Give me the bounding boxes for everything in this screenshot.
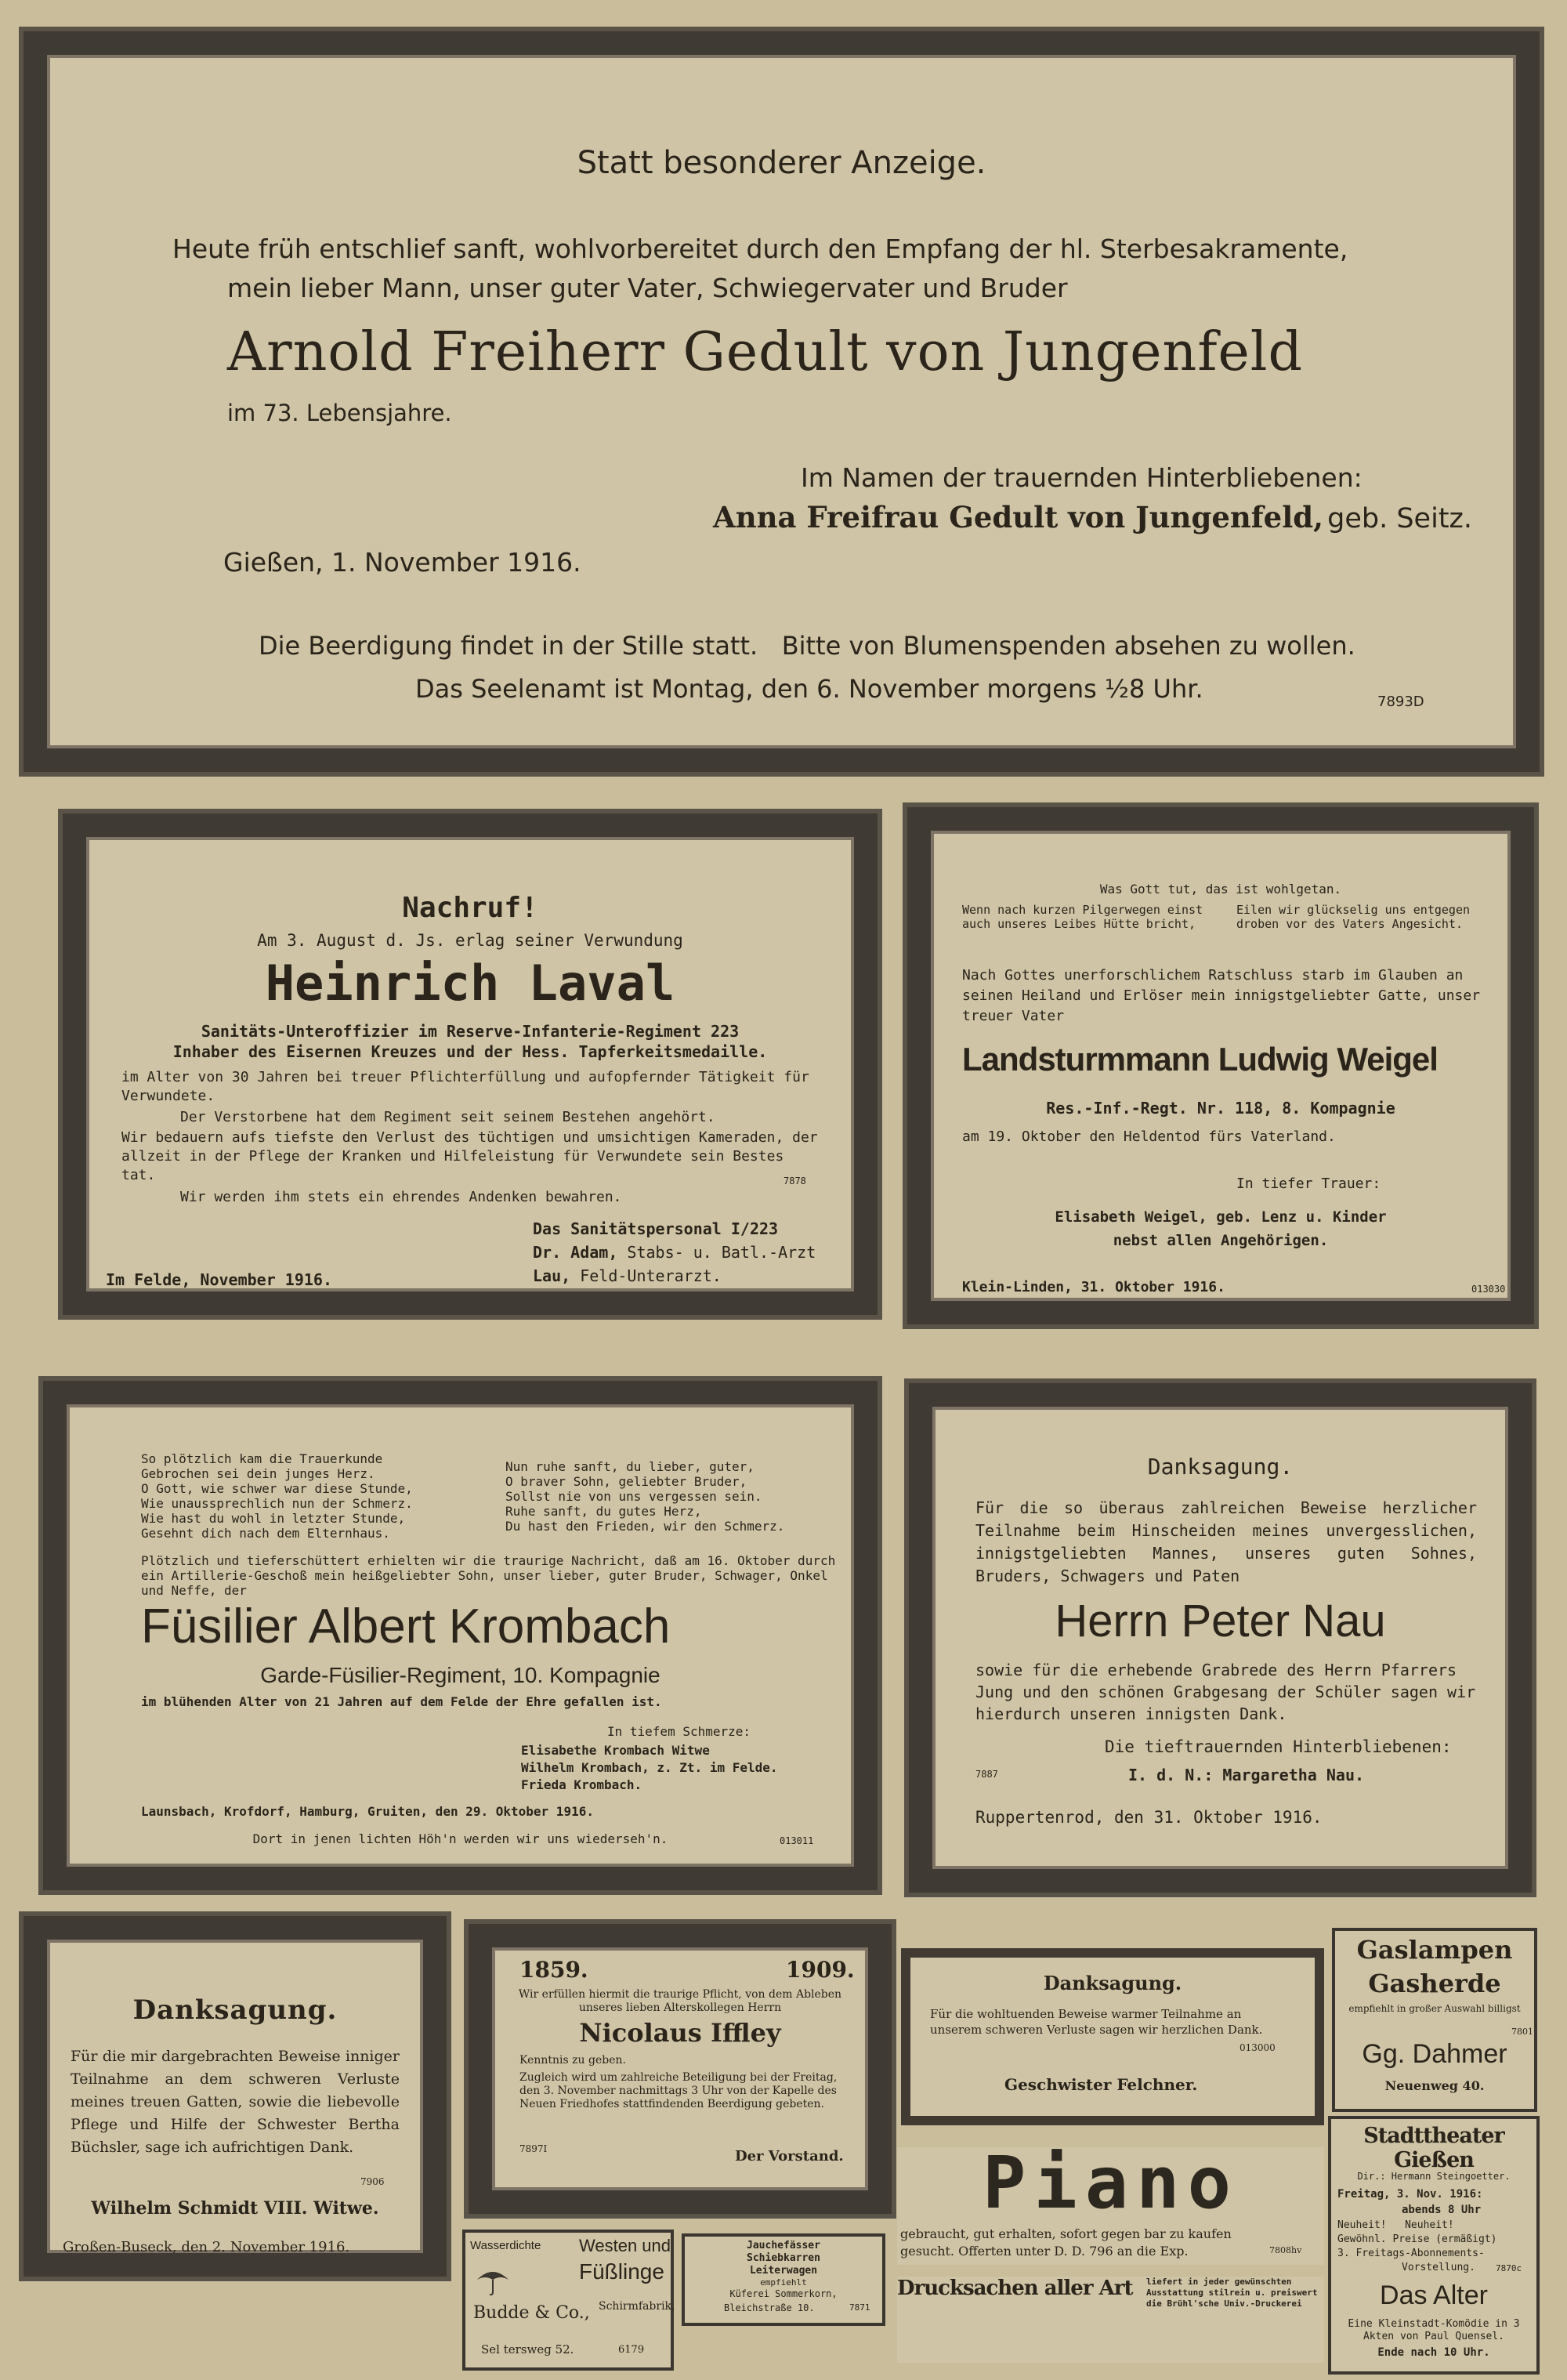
ad7-sig: Der Vorstand. xyxy=(735,2148,844,2164)
ad2-sig3-title: Feld-Unterarzt. xyxy=(580,1266,722,1285)
ad6-text: Für die mir dargebrachten Beweise inniger Teilnahme an dem schweren Verluste meines treuen Gatten, sowie die liebevolle Pflege und Hilfe der Schwester Bertha Büchsler, sage ich aufrichtigen Dank. xyxy=(71,2048,400,2156)
ad4-p1: Plötzlich und tieferschüttert erhielten wir die traurige Nachricht, daß am 16. Oktober durch ein Artillerie-Geschoß mein heißgeliebter Sohn, unser lieber, guter Bruder, Schwager, Onkel und Neffe, der xyxy=(141,1553,836,1598)
ad12-l3: Füßlinge xyxy=(579,2259,664,2284)
ad-kueferei-sommerkorn xyxy=(682,2233,885,2326)
ad14-title: Drucksachen aller Art xyxy=(897,2277,1133,2300)
notice-danksagung-schmidt xyxy=(24,1916,447,2277)
ad11-code: 7808hv xyxy=(1269,2245,1302,2255)
ad9-line2: Gasherde xyxy=(1368,1969,1501,1998)
ad3-sig2: nebst allen Angehörigen. xyxy=(1113,1232,1329,1249)
ad10-code: 7870c xyxy=(1496,2263,1522,2273)
ad6-header: Danksagung. xyxy=(132,1994,338,2026)
ad2-p4: Wir werden ihm stets ein ehrendes Andenken bewahren. xyxy=(180,1189,622,1205)
umbrella-icon xyxy=(473,2264,512,2295)
ad1-place-date: Gießen, 1. November 1916. xyxy=(223,547,581,578)
ad14-text3: die Brühl'sche Univ.-Druckerei xyxy=(1146,2298,1302,2309)
ad1-code: 7893D xyxy=(1377,694,1424,710)
ad4-verse-left: So plötzlich kam die Trauerkunde Gebrochen sei dein junges Herz. O Gott, wie schwer war diese Stunde, Wie unaussprechlich nun der Schmerz. Wie hast du wohl in letzter Stunde, Gesehnt dich nach dem Elternhaus. xyxy=(141,1451,413,1541)
ad1-funeral: Die Beerdigung findet in der Stille statt. Bitte von Blumenspenden absehen zu wollen. xyxy=(259,631,1355,661)
ad5-sig: I. d. N.: Margaretha Nau. xyxy=(1128,1766,1365,1784)
notice-peter-nau xyxy=(909,1383,1532,1893)
ad5-p1: Für die so überaus zahlreichen Beweise herzlicher Teilnahme beim Hinscheiden meines unvergesslichen, innigstgeliebten Mannes, unseres guten Sohnes, Bruders, Schwagers und Paten xyxy=(975,1498,1477,1585)
ad12-firm: Budde & Co., xyxy=(473,2303,590,2323)
ad12-addr: Sel tersweg 52. xyxy=(481,2342,574,2356)
notice-ludwig-weigel xyxy=(907,807,1534,1324)
ad9-line3: empfiehlt in großer Auswahl billigst xyxy=(1348,2003,1521,2014)
ad3-verse-right: Eilen wir glückselig uns entgegen droben vor des Vaters Angesicht. xyxy=(1236,903,1471,931)
ad3-deceased-name: Landsturmmann Ludwig Weigel xyxy=(962,1041,1438,1078)
ad10-dir: Dir.: Hermann Steingoetter. xyxy=(1357,2171,1511,2182)
ad10-l1: Freitag, 3. Nov. 1916: xyxy=(1337,2188,1483,2201)
ad3-code: 013030 xyxy=(1471,1284,1506,1295)
ad10-title: Stadttheater Gießen xyxy=(1363,2124,1504,2172)
ad8-header: Danksagung. xyxy=(1043,1972,1182,1994)
ad3-death: am 19. Oktober den Heldentod fürs Vaterland. xyxy=(962,1128,1336,1145)
ad4-closing: Dort in jenen lichten Höh'n werden wir uns wiederseh'n. xyxy=(252,1831,668,1846)
ad10-l5: 3. Freitags-Abonnements- xyxy=(1337,2248,1485,2259)
ad4-age: im blühenden Alter von 21 Jahren auf dem Felde der Ehre gefallen ist. xyxy=(141,1694,662,1709)
ad4-place: Launsbach, Krofdorf, Hamburg, Gruiten, den 29. Oktober 1916. xyxy=(141,1804,594,1819)
ad13-l3: Leiterwagen xyxy=(749,2265,818,2277)
ad2-rank2: Inhaber des Eisernen Kreuzes und der Hess. Tapferkeitsmedaille. xyxy=(172,1042,768,1061)
ad7-code: 7897I xyxy=(519,2143,548,2154)
ad2-p1: im Alter von 30 Jahren bei treuer Pflichterfüllung und aufopfernder Tätigkeit für Verwundete. xyxy=(121,1069,809,1104)
ad2-sig1: Das Sanitätspersonal I/223 xyxy=(533,1219,779,1238)
ad3-motto: Was Gott tut, das ist wohlgetan. xyxy=(1099,882,1342,897)
ad2-sig2-title: Stabs- u. Batl.-Arzt xyxy=(627,1243,816,1262)
ad7-year1: 1859. xyxy=(519,1957,588,1983)
ad2-code: 7878 xyxy=(784,1176,806,1186)
ad1-mourners-intro: Im Namen der trauernden Hinterbliebenen: xyxy=(801,462,1363,493)
ad12-code: 6179 xyxy=(618,2344,645,2356)
notice-gedult-von-jungenfeld xyxy=(24,31,1540,772)
ad6-sig: Wilhelm Schmidt VIII. Witwe. xyxy=(91,2198,379,2219)
ad3-sig1: Elisabeth Weigel, geb. Lenz u. Kinder xyxy=(1055,1208,1387,1226)
ad-drucksachen xyxy=(897,2277,1324,2363)
ad13-l5: Küferei Sommerkorn, xyxy=(729,2288,838,2299)
ad13-l2: Schiebkarren xyxy=(747,2252,820,2264)
ad1-line2: mein lieber Mann, unser guter Vater, Schwiegervater und Bruder xyxy=(227,273,1068,303)
ad7-p3: Zugleich wird um zahlreiche Beteiligung bei der Freitag, den 3. November nachmittags 3 Uhr von der Kapelle des Neuen Friedhofes stattfindenden Beerdigung gebeten. xyxy=(519,2071,838,2110)
ad6-code: 7906 xyxy=(360,2176,385,2187)
ad10-play: Das Alter xyxy=(1380,2280,1488,2310)
ad5-p2: sowie für die erhebende Grabrede des Herrn Pfarrers Jung und den schönen Grabgesang der Schüler sagen wir hierdurch unseren innigsten Dank. xyxy=(975,1661,1476,1723)
ad2-p3: Wir bedauern aufs tiefste den Verlust des tüchtigen und umsichtigen Kameraden, der allzeit in der Pflege der Kranken und Hilfeleistung für Verwundete sein Bestes tat. xyxy=(121,1129,818,1183)
ad10-l6: Vorstellung. xyxy=(1402,2262,1475,2273)
ad5-header: Danksagung. xyxy=(1147,1454,1294,1480)
ad13-l4: empfiehlt xyxy=(760,2277,807,2288)
ad2-sig2-name: Dr. Adam, xyxy=(533,1243,618,1262)
ad4-unit: Garde-Füsilier-Regiment, 10. Kompagnie xyxy=(260,1663,660,1687)
ad-gaslampen-dahmer xyxy=(1332,1928,1537,2112)
ad9-addr: Neuenweg 40. xyxy=(1384,2078,1485,2093)
ad11-title: Piano xyxy=(983,2141,1239,2225)
notice-geschwister-felchner xyxy=(901,1948,1324,2125)
ad4-sig1: Elisabethe Krombach Witwe xyxy=(521,1743,710,1758)
ad8-code: 013000 xyxy=(1239,2042,1276,2053)
ad10-l4: Gewöhnl. Preise (ermäßigt) xyxy=(1337,2233,1497,2245)
ad1-widow-line xyxy=(713,500,1472,534)
ad10-l3: Neuheit! Neuheit! xyxy=(1337,2219,1454,2231)
ad7-p1: Wir erfüllen hiermit die traurige Pflicht, von dem Ableben unseres lieben Alterskollegen Herrn xyxy=(518,1988,842,2014)
ad1-header: Statt besonderer Anzeige. xyxy=(577,145,986,181)
ad3-mourning: In tiefer Trauer: xyxy=(1236,1176,1381,1192)
ad7-p2: Kenntnis zu geben. xyxy=(519,2054,626,2067)
ad4-verse-right: Nun ruhe sanft, du lieber, guter, O braver Sohn, geliebter Bruder, Sollst nie von uns vergessen sein. Ruhe sanft, du gutes Herz, Du hast den Frieden, wir den Schmerz. xyxy=(505,1459,785,1534)
ad8-text: Für die wohltuenden Beweise warmer Teilnahme an unserem schweren Verluste sagen wir herzlichen Dank. xyxy=(930,2007,1263,2037)
ad3-verse-left: Wenn nach kurzen Pilgerwegen einst auch unseres Leibes Hütte bricht, xyxy=(962,903,1203,931)
ad-piano xyxy=(897,2141,1324,2265)
ad12-l2: Westen und xyxy=(579,2236,671,2255)
ad3-p1: Nach Gottes unerforschlichem Ratschluss starb im Glauben an seinen Heiland und Erlöser mein innigstgeliebter Gatte, unser treuer Vater xyxy=(962,967,1481,1024)
notice-heinrich-laval xyxy=(63,813,878,1315)
ad5-mourning: Die tieftrauernden Hinterbliebenen: xyxy=(1105,1737,1452,1756)
ad2-header: Nachruf! xyxy=(402,892,538,924)
ad4-code: 013011 xyxy=(780,1835,814,1846)
ad5-deceased-name: Herrn Peter Nau xyxy=(1055,1596,1386,1646)
ad13-code: 7871 xyxy=(849,2302,870,2313)
ad1-line1: Heute früh entschlief sanft, wohlvorbereitet durch den Empfang der hl. Sterbesakramente, xyxy=(172,234,1348,264)
notice-albert-krombach xyxy=(43,1381,878,1890)
ad4-sig3: Frieda Krombach. xyxy=(521,1777,642,1792)
ad5-place: Ruppertenrod, den 31. Oktober 1916. xyxy=(975,1808,1323,1827)
ad9-code: 7801 xyxy=(1511,2027,1533,2037)
ad1-widow-maiden: geb. Seitz. xyxy=(1327,503,1473,534)
ad1-widow: Anna Freifrau Gedult von Jungenfeld, xyxy=(713,500,1324,534)
ad13-l6: Bleichstraße 10. xyxy=(724,2302,815,2313)
ad7-deceased-name: Nicolaus Iffley xyxy=(579,2018,781,2048)
ad2-deceased-name: Heinrich Laval xyxy=(265,955,675,1012)
ad2-sig3 xyxy=(533,1266,722,1285)
ad4-deceased-name: Füsilier Albert Krombach xyxy=(141,1599,671,1654)
ad11-text: gebraucht, gut erhalten, sofort gegen bar zu kaufen gesucht. Offerten unter D. D. 796 an die Exp. xyxy=(900,2226,1232,2259)
ad9-name: Gg. Dahmer xyxy=(1362,2039,1507,2069)
ad12-l1: Wasserdichte xyxy=(470,2239,541,2252)
ad6-place: Großen-Buseck, den 2. November 1916. xyxy=(63,2239,350,2255)
ad-budde-schirmfabrik xyxy=(462,2230,674,2371)
ad-stadttheater-giessen xyxy=(1328,2116,1540,2375)
ad1-deceased-name: Arnold Freiherr Gedult von Jungenfeld xyxy=(227,321,1304,383)
ad5-code: 7887 xyxy=(975,1769,998,1780)
ad14-text2: Ausstattung stilrein u. preiswert xyxy=(1146,2288,1318,2298)
ad2-rank1: Sanitäts-Unteroffizier im Reserve-Infanterie-Regiment 223 xyxy=(201,1022,740,1041)
ad4-mourning: In tiefem Schmerze: xyxy=(607,1724,751,1739)
ad3-unit: Res.-Inf.-Regt. Nr. 118, 8. Kompagnie xyxy=(1046,1099,1395,1118)
ad7-year2: 1909. xyxy=(786,1957,855,1983)
ad14-text1: liefert in jeder gewünschten xyxy=(1146,2277,1292,2287)
ad10-desc: Eine Kleinstadt-Komödie in 3 Akten von Paul Quensel. xyxy=(1348,2318,1520,2342)
notice-nicolaus-iffley xyxy=(469,1924,892,2214)
ad1-mass: Das Seelenamt ist Montag, den 6. November morgens ½8 Uhr. xyxy=(415,674,1203,704)
ad13-l1: Jauchefässer xyxy=(747,2240,820,2251)
ad10-end: Ende nach 10 Uhr. xyxy=(1377,2346,1490,2359)
ad2-place: Im Felde, November 1916. xyxy=(106,1270,332,1289)
ad9-line1: Gaslampen xyxy=(1356,1935,1513,1965)
ad1-age: im 73. Lebensjahre. xyxy=(227,400,452,426)
ad8-sig: Geschwister Felchner. xyxy=(1004,2075,1198,2094)
ad2-sig2 xyxy=(533,1243,816,1262)
ad12-firm2: Schirmfabrik, xyxy=(599,2300,675,2313)
ad2-sig3-name: Lau, xyxy=(533,1266,571,1285)
ad4-sig2: Wilhelm Krombach, z. Zt. im Felde. xyxy=(521,1760,778,1775)
ad3-place: Klein-Linden, 31. Oktober 1916. xyxy=(962,1279,1225,1295)
ad10-l2: abends 8 Uhr xyxy=(1402,2204,1482,2216)
ad2-intro: Am 3. August d. Js. erlag seiner Verwundung xyxy=(257,931,683,950)
ad2-p2: Der Verstorbene hat dem Regiment seit seinem Bestehen angehört. xyxy=(180,1109,715,1125)
